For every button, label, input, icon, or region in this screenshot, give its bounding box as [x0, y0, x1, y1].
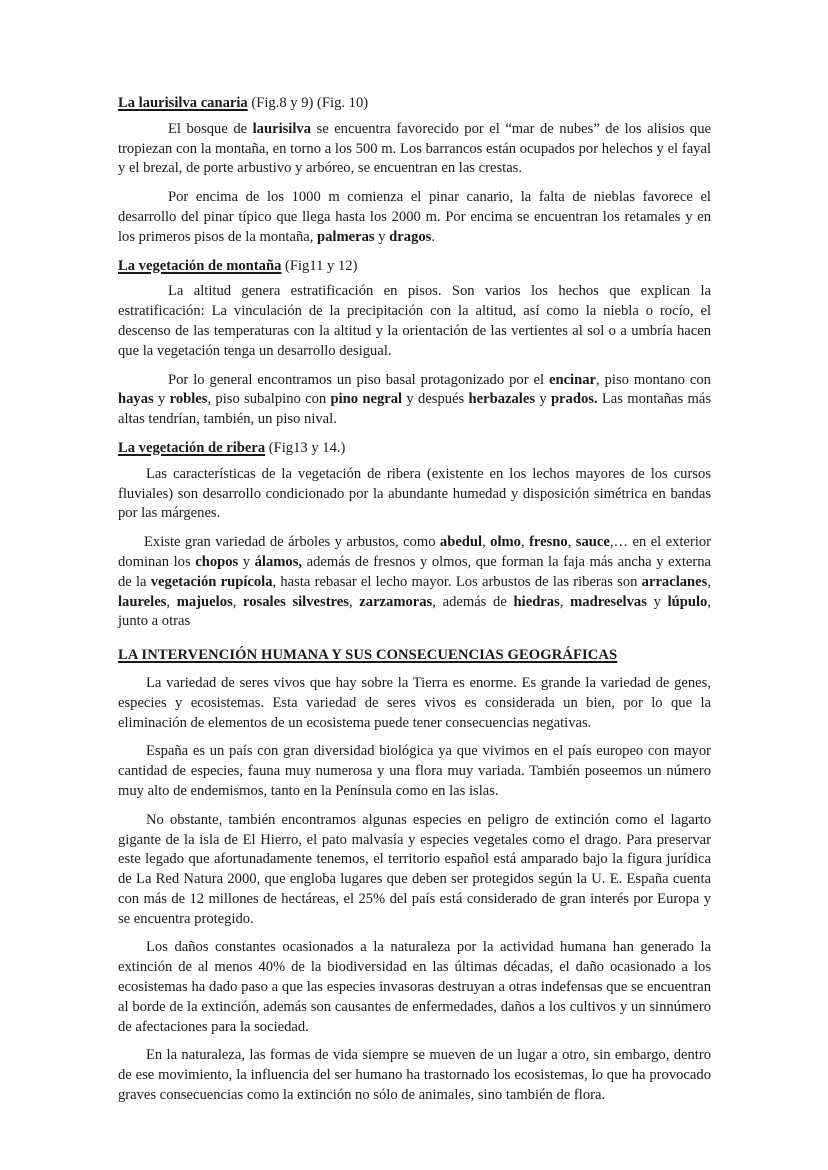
paragraph-montana-1: La altitud genera estratificación en pisos. Son varios los hechos que explican la estratificación: La vinculación de la precipitación con la altitud, así como la niebla o rocío, el descenso de las temperaturas con la altitud y la orientación de las vertientes al sol o a umbría hacen que la vegetación tenga un desarrollo desigual.: [118, 283, 711, 359]
paragraph-laurisilva-2: Por encima de los 1000 m comienza el pinar canario, la falta de nieblas favorece el desarrollo del pinar típico que llega hasta los 2000 m. Por encima se encuentran los retamales y en los primeros pisos de la montaña, palmeras y dragos.: [118, 189, 711, 245]
paragraph-intervencion-5: En la naturaleza, las formas de vida siempre se mueven de un lugar a otro, sin embargo, dentro de ese movimiento, la influencia del ser humano ha trastornado los ecosistemas, lo que ha provocado graves consecuencias como la extinción no sólo de animales, sino también de flora.: [118, 1047, 711, 1104]
paragraph-laurisilva-1: El bosque de laurisilva se encuentra favorecido por el “mar de nubes” de los alisios que tropiezan con la montaña, en torno a los 500 m. Los barrancos están ocupados por helechos y el fayal y el brezal, de porte arbustivo y arbóreo, se encuentran en las crestas.: [118, 120, 711, 177]
paragraph-montana-2: Por lo general encontramos un piso basal protagonizado por el encinar, piso montano con hayas y robles, piso subalpino con pino negral y después herbazales y prados. Las montañas más altas tendrían, también, un piso nival.: [118, 371, 712, 428]
heading-laurisilva-ref: (Fig.8 y 9) (Fig. 10): [247, 95, 369, 111]
document-page: [118, 94, 711, 1115]
paragraph-ribera-2: Existe gran variedad de árboles y arbustos, como abedul, olmo, fresno, sauce,… en el exterior dominan los chopos y álamos, además de fresnos y olmos, que forman la faja más ancha y externa de la vegetación rupícola, hasta rebasar el lecho mayor. Los arbustos de las riberas son arraclanes, laureles, majuelos, rosales silvestres, zarzamoras, además de hiedras, madreselvas y lúpulo, junto a otras: [118, 534, 712, 630]
paragraph-ribera-1: Las características de la vegetación de ribera (existente en los lechos mayores de los cursos fluviales) son desarrollo condicionado por la abundante humedad y disposición simétrica en bandas por las márgenes.: [118, 465, 711, 522]
heading-ribera-ref: (Fig13 y 14.): [265, 439, 346, 456]
heading-montana-title: La vegetación de montaña: [118, 257, 282, 274]
heading-ribera: [118, 439, 711, 459]
paragraph-intervencion-2: España es un país con gran diversidad biológica ya que vivimos en el país europeo con mayor cantidad de especies, fauna muy numerosa y una flora muy variada. También poseemos un número muy alto de endemismos, tanto en la Península como en las islas.: [118, 743, 711, 799]
paragraph-intervencion-1: La variedad de seres vivos que hay sobre la Tierra es enorme. Es grande la variedad de genes, especies y ecosistemas. Esta variedad de seres vivos es considerada un bien, por lo que la eliminación de elementos de un ecosistema puede tener consecuencias negativas.: [118, 674, 711, 731]
heading-ribera-title: La vegetación de ribera: [118, 439, 266, 456]
heading-montana: [118, 257, 711, 277]
paragraph-intervencion-4: Los daños constantes ocasionados a la naturaleza por la actividad humana han generado la extinción de al menos 40% de la biodiversidad en las últimas décadas, el daño ocasionado a los ecosistemas ha dado paso a que las especies invasoras destruyan a otras indefensas que se encuentran al borde de la extinción, además son causantes de enfermedades, daños a los cultivos y un sinnúmero de afectaciones para la sociedad.: [118, 939, 711, 1035]
heading-laurisilva: [118, 94, 711, 114]
heading-montana-ref: (Fig11 y 12): [281, 257, 358, 274]
heading-intervencion-humana: LA INTERVENCIÓN HUMANA Y SUS CONSECUENCIAS GEOGRÁFICAS: [118, 647, 618, 664]
heading-laurisilva-title: La laurisilva canaria: [118, 95, 248, 111]
paragraph-intervencion-3: No obstante, también encontramos algunas especies en peligro de extinción como el lagarto gigante de la isla de El Hierro, el pato malvasía y especies vegetales como el drago. Para preservar este legado que afortunadamente tenemos, el territorio español está amparado bajo la figura jurídica de La Red Natura 2000, que engloba lugares que deben ser protegidos según la U. E. España cuenta con más de 12 millones de hectáreas, el 25% del país está considerado de gran interés por Europa y se encuentra protegido.: [118, 811, 711, 927]
